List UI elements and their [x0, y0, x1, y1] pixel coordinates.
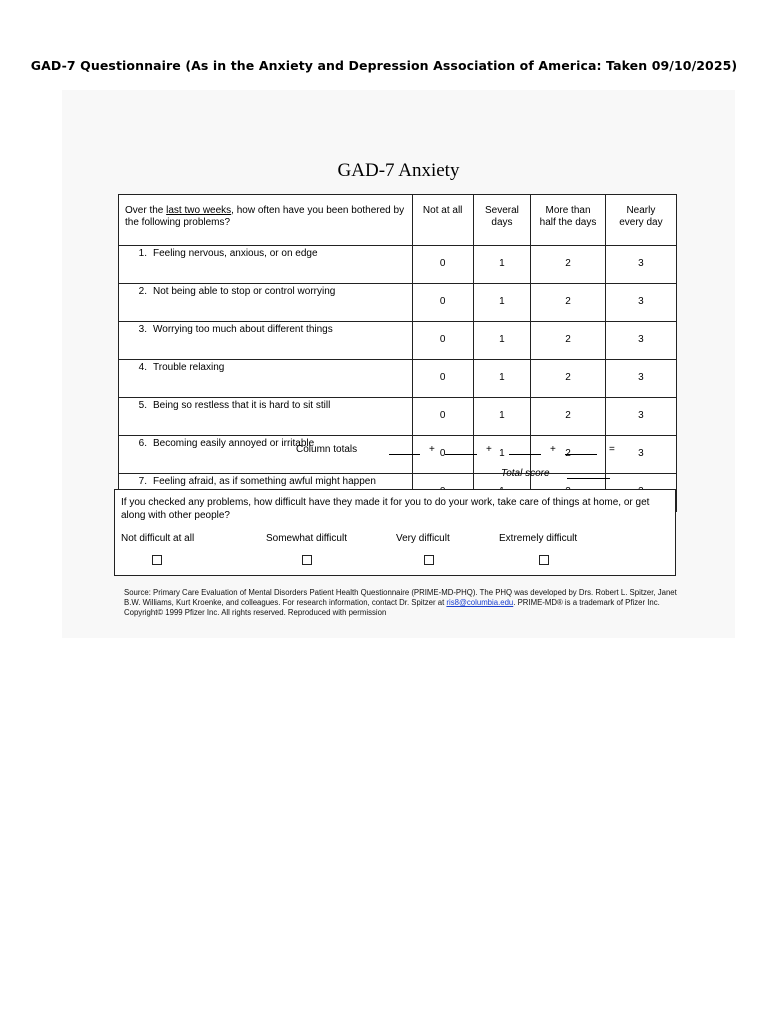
- equals-sign: =: [609, 444, 615, 455]
- plus-sign: +: [550, 444, 556, 455]
- score-more-than-half[interactable]: 2: [531, 436, 606, 474]
- score-several-days[interactable]: 1: [473, 436, 531, 474]
- question-text: Not being able to stop or control worrying: [153, 286, 336, 297]
- page-heading: GAD-7 Questionnaire (As in the Anxiety and Depression Association of America: Taken 09/10/2025): [30, 58, 738, 73]
- score-several-days[interactable]: 1: [473, 284, 531, 322]
- question-text: Being so restless that it is hard to sit still: [153, 400, 331, 411]
- score-not-at-all[interactable]: 0: [412, 360, 473, 398]
- score-not-at-all[interactable]: 0: [412, 284, 473, 322]
- column-header-not-at-all: Not at all: [412, 195, 473, 246]
- score-more-than-half[interactable]: 2: [531, 246, 606, 284]
- column-totals-label: Column totals: [296, 444, 358, 455]
- total-blank-more-than-half[interactable]: [509, 454, 541, 455]
- score-several-days[interactable]: 1: [473, 322, 531, 360]
- source-text-1: Source: Primary Care Evaluation of Mental Disorders Patient Health Questionnaire (PRIME-MD-PHQ). The PHQ was developed by Drs. Robert L. Spitzer, Janet B.W. Williams, Kurt Kroenke, and colleagues. For research information, contact Dr. Spitzer at: [124, 588, 677, 607]
- option-extremely-difficult-label: Extremely difficult: [499, 533, 578, 544]
- checkbox-somewhat-difficult[interactable]: [302, 555, 312, 565]
- form-title: GAD-7 Anxiety: [337, 160, 460, 181]
- score-more-than-half[interactable]: 2: [531, 398, 606, 436]
- column-header-more-than-half: More than half the days: [531, 195, 606, 246]
- question-text: Trouble relaxing: [153, 362, 225, 373]
- score-more-than-half[interactable]: 2: [531, 360, 606, 398]
- score-nearly-every-day[interactable]: 3: [605, 246, 676, 284]
- question-row: [119, 322, 677, 360]
- checkbox-not-difficult[interactable]: [152, 555, 162, 565]
- score-nearly-every-day[interactable]: 3: [605, 284, 676, 322]
- plus-sign: +: [429, 444, 435, 455]
- score-nearly-every-day[interactable]: 3: [605, 322, 676, 360]
- score-not-at-all[interactable]: 0: [412, 436, 473, 474]
- option-not-difficult-label: Not difficult at all: [121, 533, 195, 544]
- question-text: Feeling nervous, anxious, or on edge: [153, 248, 318, 259]
- total-blank-not-at-all[interactable]: [389, 454, 420, 455]
- question-number: 5.: [138, 400, 147, 411]
- form-scan: [62, 90, 735, 638]
- difficulty-question: If you checked any problems, how difficult have they made it for you to do your work, take care of things at home, or get along with other people?: [121, 497, 650, 521]
- question-text: Worrying too much about different things: [153, 324, 333, 335]
- question-number: 1.: [138, 248, 147, 259]
- score-nearly-every-day[interactable]: 3: [605, 398, 676, 436]
- option-somewhat-difficult-label: Somewhat difficult: [266, 533, 347, 544]
- score-several-days[interactable]: 1: [473, 246, 531, 284]
- intro-cell: [119, 195, 413, 246]
- score-nearly-every-day[interactable]: 3: [605, 436, 676, 474]
- question-row: [119, 398, 677, 436]
- score-more-than-half[interactable]: 2: [531, 284, 606, 322]
- source-text-2: . PRIME-MD® is a trademark of Pfizer Inc. Copyright© 1999 Pfizer Inc. All rights reserved. Reproduced with permission: [124, 598, 660, 617]
- header-row: [119, 195, 677, 246]
- intro-suffix: , how often have you been bothered by the following problems?: [125, 205, 405, 228]
- score-not-at-all[interactable]: 0: [412, 322, 473, 360]
- source-citation: [124, 588, 684, 618]
- checkbox-very-difficult[interactable]: [424, 555, 434, 565]
- checkbox-extremely-difficult[interactable]: [539, 555, 549, 565]
- question-number: 2.: [138, 286, 147, 297]
- total-score-blank[interactable]: [567, 478, 610, 479]
- score-not-at-all[interactable]: 0: [412, 246, 473, 284]
- question-number: 6.: [138, 438, 147, 449]
- total-blank-several-days[interactable]: [445, 454, 477, 455]
- question-row: [119, 284, 677, 322]
- question-number: 4.: [138, 362, 147, 373]
- column-header-several-days: Several days: [473, 195, 531, 246]
- score-several-days[interactable]: 1: [473, 398, 531, 436]
- question-row: [119, 246, 677, 284]
- column-header-nearly-every-day: Nearly every day: [605, 195, 676, 246]
- score-more-than-half[interactable]: 2: [531, 322, 606, 360]
- intro-underlined: last two weeks: [166, 205, 232, 216]
- score-nearly-every-day[interactable]: 3: [605, 360, 676, 398]
- question-text: Becoming easily annoyed or irritable: [153, 438, 315, 449]
- score-not-at-all[interactable]: 0: [412, 398, 473, 436]
- contact-email-link[interactable]: ris8@columbia.edu: [446, 598, 514, 607]
- difficulty-box: [114, 489, 676, 576]
- intro-prefix: Over the: [125, 205, 167, 216]
- question-text: Feeling afraid, as if something awful might happen: [153, 476, 376, 487]
- total-score-label: Total score: [501, 468, 550, 479]
- total-blank-nearly-every-day[interactable]: [565, 454, 597, 455]
- question-row: [119, 360, 677, 398]
- question-number: 7.: [138, 476, 147, 487]
- totals-section: [118, 442, 678, 482]
- option-very-difficult-label: Very difficult: [396, 533, 450, 544]
- question-number: 3.: [138, 324, 147, 335]
- plus-sign: +: [486, 444, 492, 455]
- score-several-days[interactable]: 1: [473, 360, 531, 398]
